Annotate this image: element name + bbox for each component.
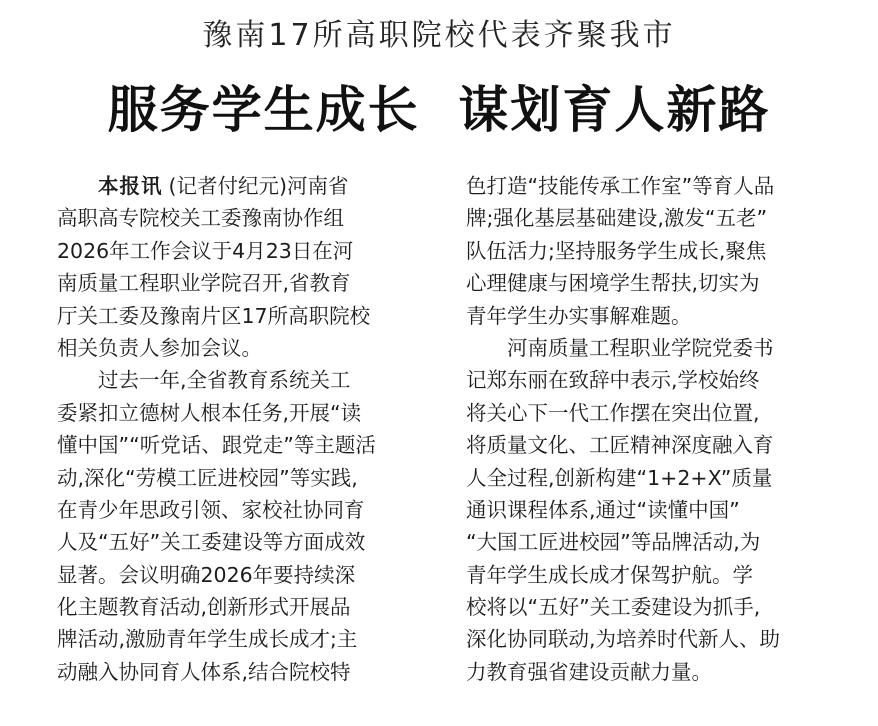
text-line: 通识课程体系,通过“读懂中国” <box>466 497 740 522</box>
text-line: 校将以“五好”关工委建设为抓手, <box>466 595 761 620</box>
text-line: 队伍活力;坚持服务学生成长,聚焦 <box>466 238 767 263</box>
article-column-left <box>57 170 421 688</box>
text-line: 人及“五好”关工委建设等方面成效 <box>57 530 366 555</box>
text-line: 心理健康与困境学生帮扶,切实为 <box>466 271 760 296</box>
text-line: 动融入协同育人体系,结合院校特 <box>57 659 351 684</box>
text-line: 色打造“技能传承工作室”等育人品 <box>466 174 775 198</box>
article-kicker: 豫南17所高职院校代表齐聚我市 <box>202 18 676 53</box>
article-headline: 服务学生成长 谋划育人新路 <box>107 80 771 139</box>
lead-label: 本报讯 <box>98 174 163 198</box>
text-line: 南质量工程职业学院召开,省教育 <box>57 271 351 296</box>
text-line: 河南省 <box>287 174 349 198</box>
text-line: 牌活动,激励青年学生成长成才;主 <box>57 627 358 652</box>
text-line: 深化协同联动,为培养时代新人、助 <box>466 627 781 652</box>
byline: (记者付纪元) <box>168 174 287 198</box>
text-line: 牌;强化基层基础建设,激发“五老” <box>466 206 768 231</box>
text-line: 2026年工作会议于4月23日在河 <box>57 238 354 263</box>
text-line: 高职高专院校关工委豫南协作组 <box>57 206 344 231</box>
text-line: 懂中国”“听党话、跟党走”等主题活 <box>57 433 376 458</box>
text-line: 力教育强省建设贡献力量。 <box>466 659 712 684</box>
article-lead-line <box>57 170 421 202</box>
text-line: 厅关工委及豫南片区17所高职院校 <box>57 303 371 328</box>
text-line: 化主题教育活动,创新形式开展品 <box>57 595 351 620</box>
text-line: 将关心下一代工作摆在突出位置, <box>466 400 760 425</box>
text-line: 委紧扣立德树人根本任务,开展“读 <box>57 400 362 425</box>
text-line: 青年学生办实事解难题。 <box>466 303 692 328</box>
paragraph-start-line: 过去一年,全省教育系统关工 <box>98 368 351 393</box>
text-line: 人全过程,创新构建“1+2+X”质量 <box>466 465 773 490</box>
text-line: 记郑东丽在致辞中表示,学校始终 <box>466 368 760 393</box>
paragraph-start-line: 河南质量工程职业学院党委书 <box>507 335 774 360</box>
text-line: 将质量文化、工匠精神深度融入育 <box>466 433 774 458</box>
text-line: “大国工匠进校园”等品牌活动,为 <box>466 530 761 555</box>
text-line: 显著。会议明确2026年要持续深 <box>57 562 356 587</box>
text-line: 在青少年思政引领、家校社协同育 <box>57 497 365 522</box>
article-column-right <box>466 170 830 688</box>
text-line: 动,深化“劳模工匠进校园”等实践, <box>57 465 358 490</box>
text-line: 青年学生成长成才保驾护航。学 <box>466 562 753 587</box>
text-line: 相关负责人参加会议。 <box>57 335 262 360</box>
